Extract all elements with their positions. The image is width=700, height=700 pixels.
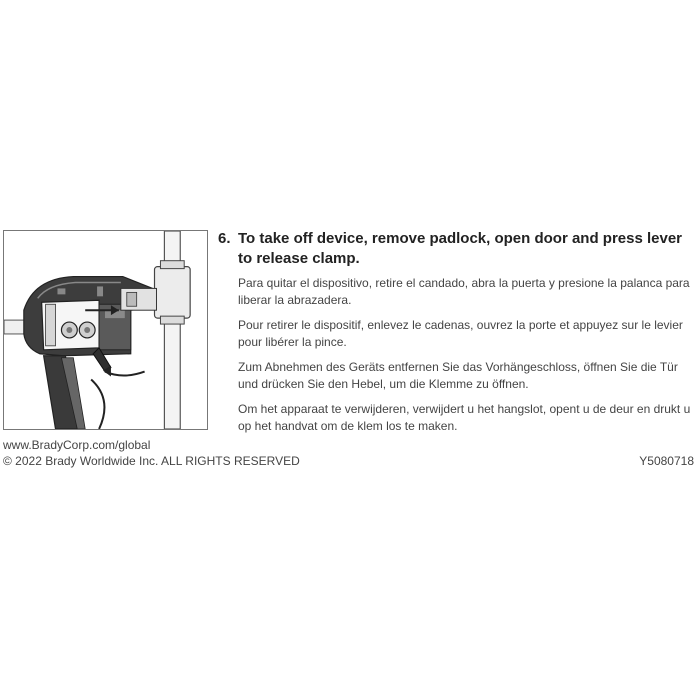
translation-german: Zum Abnehmen des Geräts entfernen Sie das Vorhängeschloss, öffnen Sie die Tür und drücken Sie den Hebel, um die Klemme zu öffnen. (238, 360, 678, 391)
translation-dutch: Om het apparaat te verwijderen, verwijdert u het hangslot, opent u de deur en drukt u op het handvat om de klem los te maken. (238, 402, 691, 433)
translation-french: Pour retirer le dispositif, enlevez le cadenas, ouvrez la porte et appuyez sur le levier pour libérer la pince. (238, 318, 683, 349)
step-number: 6. (218, 230, 231, 247)
document-code: Y5080718 (639, 454, 694, 468)
step-heading: To take off device, remove padlock, open door and press lever to release clamp. (238, 230, 683, 267)
instruction-step (218, 229, 700, 443)
translation-spanish: Para quitar el dispositivo, retire el candado, abra la puerta y presione la palanca para liberar la abrazadera. (238, 276, 690, 307)
device-removal-illustration (3, 230, 208, 430)
footer-url: www.BradyCorp.com/global (3, 438, 151, 452)
valve-lockout-device-icon (4, 231, 207, 429)
translations (238, 275, 700, 435)
footer-copyright: © 2022 Brady Worldwide Inc. ALL RIGHTS RESERVED (3, 454, 300, 468)
